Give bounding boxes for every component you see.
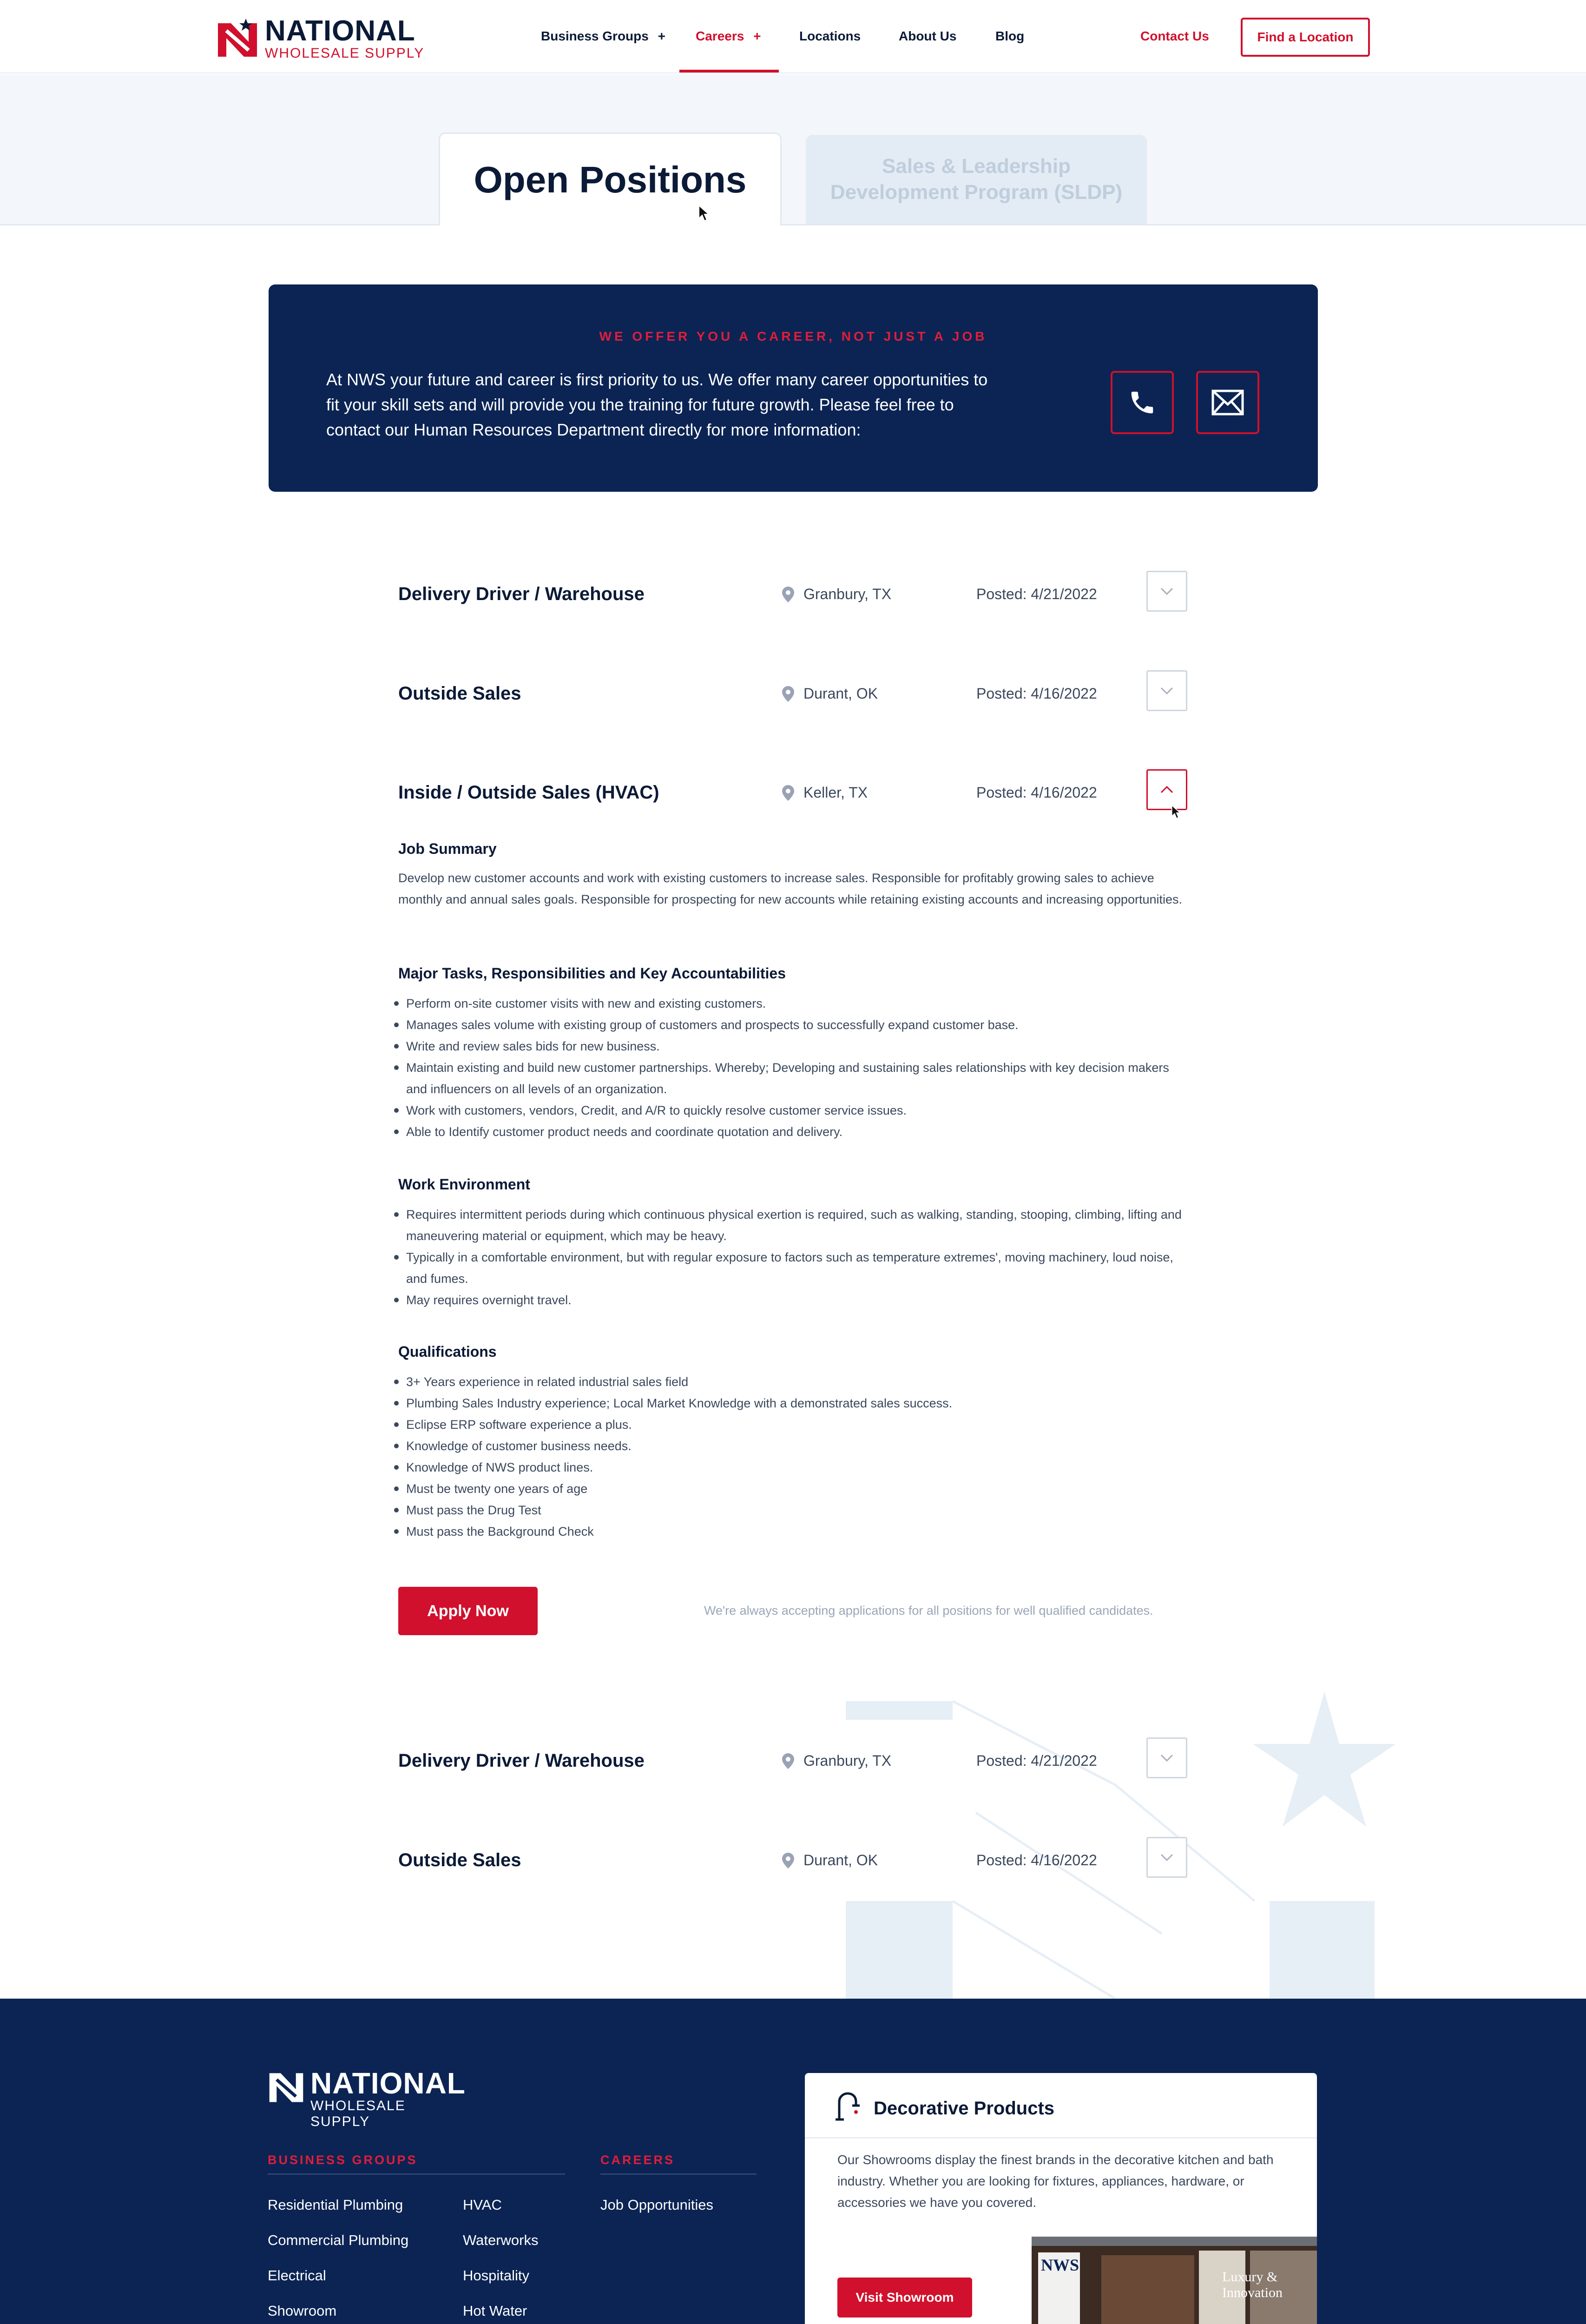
nav-locations[interactable]: Locations (799, 29, 861, 43)
site-header (0, 0, 1586, 73)
job-posted-date: Posted: 4/16/2022 (976, 1852, 1097, 1868)
expand-toggle-button[interactable] (1146, 1737, 1187, 1778)
chevron-up-icon (1160, 786, 1174, 794)
footer-logo-primary: NATIONAL (310, 2067, 466, 2100)
job-location-text: Durant, OK (803, 685, 878, 702)
job-posted-date: Posted: 4/21/2022 (976, 586, 1097, 602)
envelope-icon (1211, 390, 1244, 416)
job-location (781, 586, 891, 603)
list-item: Must be twenty one years of age (390, 1478, 1190, 1499)
list-item: Knowledge of customer business needs. (390, 1435, 1190, 1457)
list-item: Write and review sales bids for new business. (390, 1036, 1190, 1057)
footer-link[interactable]: Residential Plumbing (268, 2197, 403, 2213)
visit-showroom-button[interactable]: Visit Showroom (837, 2278, 972, 2317)
job-location (781, 1752, 891, 1769)
image-brand-text: NWS (1041, 2256, 1079, 2274)
job-title: Delivery Driver / Warehouse (398, 584, 645, 604)
job-row[interactable] (398, 1737, 1188, 1784)
job-location (781, 685, 878, 702)
footer-logo-secondary: WHOLESALE SUPPLY (310, 2098, 406, 2129)
chevron-down-icon (1160, 1754, 1174, 1762)
section-title: Job Summary (398, 840, 497, 857)
card-title: Decorative Products (874, 2098, 1055, 2119)
list-item: Maintain existing and build new customer partnerships. Whereby; Developing and sustaining sales relationships with key decision makers and influencers on all levels of an organization. (390, 1057, 1190, 1100)
apply-note: We're always accepting applications for all positions for well qualified candidates. (704, 1604, 1153, 1618)
footer-link[interactable]: Showroom (268, 2303, 337, 2319)
plus-icon: + (753, 29, 761, 43)
expand-toggle-button[interactable] (1146, 1837, 1187, 1878)
footer-link-job-opportunities[interactable]: Job Opportunities (600, 2197, 713, 2213)
map-pin-icon (781, 686, 795, 702)
footer-link[interactable]: Hot Water (463, 2303, 527, 2319)
map-pin-icon (781, 586, 795, 603)
job-location-text: Granbury, TX (803, 586, 892, 602)
footer-heading-business-groups: BUSINESS GROUPS (268, 2153, 418, 2167)
card-divider (805, 2137, 1317, 2139)
environment-list (390, 1204, 1190, 1311)
job-location (781, 784, 868, 801)
job-posted-date: Posted: 4/16/2022 (976, 784, 1097, 801)
list-item: Plumbing Sales Industry experience; Local Market Knowledge with a demonstrated sales success. (390, 1393, 1190, 1414)
job-title: Inside / Outside Sales (HVAC) (398, 782, 659, 803)
chevron-down-icon (1160, 687, 1174, 695)
phone-icon (1128, 388, 1157, 417)
footer-link[interactable]: Hospitality (463, 2267, 529, 2284)
footer-link[interactable]: Waterworks (463, 2232, 539, 2248)
job-posted-date: Posted: 4/16/2022 (976, 685, 1097, 702)
list-item: Manages sales volume with existing group of customers and prospects to successfully expand customer base. (390, 1014, 1190, 1036)
job-location-text: Keller, TX (803, 784, 868, 801)
job-title: Delivery Driver / Warehouse (398, 1750, 645, 1771)
career-info-banner (269, 284, 1318, 492)
list-item: Typically in a comfortable environment, but with regular exposure to factors such as temperature extremes', moving machinery, loud noise, and fumes. (390, 1247, 1190, 1289)
footer-link[interactable]: HVAC (463, 2197, 502, 2213)
contact-us-link[interactable]: Contact Us (1140, 29, 1209, 43)
decorative-products-card (805, 2073, 1317, 2324)
tab-sldp-line1: Sales & Leadership (882, 155, 1071, 178)
job-row-expanded[interactable] (398, 769, 1188, 816)
list-item: Perform on-site customer visits with new and existing customers. (390, 993, 1190, 1014)
map-pin-icon (781, 785, 795, 801)
job-row[interactable] (398, 670, 1188, 717)
nav-label: Business Groups (541, 29, 649, 43)
footer-divider (268, 2173, 565, 2175)
footer-link[interactable]: Electrical (268, 2267, 326, 2284)
qualifications-list (390, 1371, 1190, 1542)
job-summary-text: Develop new customer accounts and work with existing customers to increase sales. Responsible for profitably growing sales to achieve monthly and annual sales goals. Responsible for prospecting for new accounts while retaining existing accounts and increasing opportunities. (398, 871, 1182, 906)
list-item: Eclipse ERP software experience a plus. (390, 1414, 1190, 1435)
list-item: Knowledge of NWS product lines. (390, 1457, 1190, 1478)
job-location (781, 1852, 878, 1869)
section-title: Work Environment (398, 1176, 530, 1193)
nav-about-us[interactable]: About Us (899, 29, 957, 43)
map-pin-icon (781, 1852, 795, 1869)
site-footer (0, 1999, 1586, 2324)
tasks-list (390, 993, 1190, 1142)
logo-secondary-text: WHOLESALE SUPPLY (265, 46, 425, 61)
job-row[interactable] (398, 1837, 1188, 1883)
job-row[interactable] (398, 571, 1188, 617)
showroom-image (1032, 2237, 1317, 2324)
nav-label: Careers (696, 29, 744, 43)
tab-sldp-line2: Development Program (SLDP) (830, 181, 1123, 204)
footer-heading-careers: CAREERS (600, 2153, 675, 2167)
list-item: May requires overnight travel. (390, 1289, 1190, 1311)
section-title: Qualifications (398, 1343, 497, 1360)
job-location-text: Durant, OK (803, 1852, 878, 1868)
image-tagline-line1: Luxury & (1222, 2269, 1278, 2284)
list-item: Work with customers, vendors, Credit, and A/R to quickly resolve customer service issues. (390, 1100, 1190, 1121)
find-location-button[interactable]: Find a Location (1241, 18, 1370, 57)
job-title: Outside Sales (398, 683, 521, 704)
phone-button[interactable] (1111, 371, 1174, 434)
list-item: 3+ Years experience in related industrial sales field (390, 1371, 1190, 1393)
image-tagline-line2: Innovation (1222, 2285, 1283, 2300)
logo-flag-icon (216, 18, 259, 59)
mouse-cursor-icon (1171, 804, 1181, 820)
list-item: Must pass the Drug Test (390, 1499, 1190, 1521)
job-posted-date: Posted: 4/21/2022 (976, 1752, 1097, 1769)
faucet-icon (835, 2092, 861, 2122)
footer-link[interactable]: Commercial Plumbing (268, 2232, 409, 2248)
tab-open-positions[interactable]: Open Positions (439, 132, 782, 225)
footer-divider (600, 2173, 757, 2175)
banner-kicker: WE OFFER YOU A CAREER, NOT JUST A JOB (599, 329, 987, 343)
banner-text: At NWS your future and career is first priority to us. We offer many career opportunities to fit your skill sets and will provide you the training for future growth. Please feel free to contact our Human Resources Department directly for more information: (326, 370, 988, 439)
nav-active-indicator (679, 70, 779, 73)
expand-toggle-button[interactable] (1146, 571, 1187, 612)
list-item: Must pass the Background Check (390, 1521, 1190, 1542)
apply-now-button[interactable]: Apply Now (398, 1587, 538, 1635)
section-title: Major Tasks, Responsibilities and Key Accountabilities (398, 965, 786, 982)
map-pin-icon (781, 1753, 795, 1769)
tab-sldp[interactable] (806, 135, 1147, 224)
logo-flag-icon (268, 2068, 305, 2104)
job-title: Outside Sales (398, 1850, 521, 1870)
nav-business-groups[interactable] (541, 29, 665, 44)
nav-blog[interactable]: Blog (995, 29, 1025, 43)
site-logo[interactable] (216, 17, 430, 59)
list-item: Able to Identify customer product needs and coordinate quotation and delivery. (390, 1121, 1190, 1142)
nav-careers[interactable] (696, 29, 761, 44)
tabs-band (0, 74, 1586, 225)
logo-primary-text: NATIONAL (265, 15, 415, 47)
job-location-text: Granbury, TX (803, 1752, 892, 1769)
email-button[interactable] (1196, 371, 1259, 434)
plus-icon: + (658, 29, 665, 43)
mouse-cursor-icon (698, 205, 710, 222)
list-item: Requires intermittent periods during which continuous physical exertion is required, such as walking, standing, stooping, climbing, lifting and maneuvering material or equipment, which may be heavy. (390, 1204, 1190, 1247)
chevron-down-icon (1160, 1853, 1174, 1862)
card-text: Our Showrooms display the finest brands in the decorative kitchen and bath industry. Whether you are looking for fixtures, appliances, hardware, or accessories we have you covered. (837, 2152, 1274, 2210)
expand-toggle-button[interactable] (1146, 670, 1187, 711)
chevron-down-icon (1160, 587, 1174, 595)
